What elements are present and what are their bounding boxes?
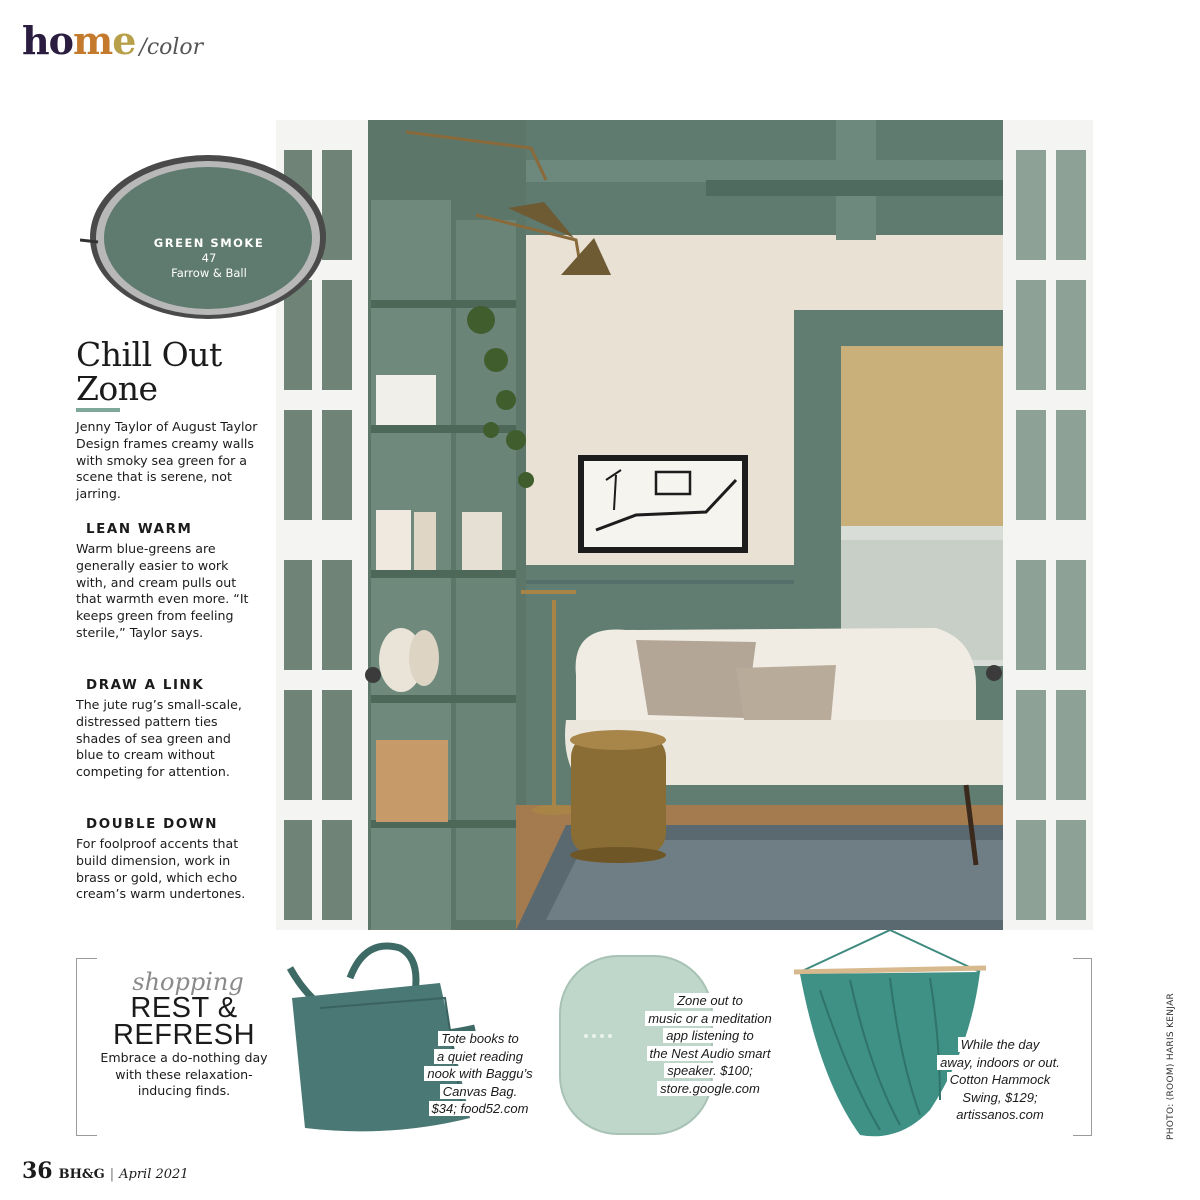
tip-heading-double-down: DOUBLE DOWN — [86, 817, 218, 832]
shopping-heading — [96, 992, 272, 1051]
title-line-1: Chill Out — [76, 335, 222, 374]
title-line-2: Zone — [76, 369, 158, 408]
magazine-name: BH&G — [58, 1167, 105, 1182]
swatch-label — [150, 236, 268, 281]
caption-tote-bag: Tote books to a quiet reading nook with Baggu’s Canvas Bag. $34; food52.com — [410, 1030, 550, 1118]
article-intro: Jenny Taylor of August Taylor Design frames creamy walls with smoky sea green for a scene that is serene, not jarring. — [76, 419, 258, 502]
tip-body-draw-a-link: The jute rug’s small-scale, distressed pattern ties shades of sea green and blue to cream without competing for attention. — [76, 697, 242, 780]
shopping-heading-line-2: REFRESH — [112, 1019, 256, 1051]
subsection-name: /color — [139, 35, 204, 60]
page-number: 36 — [22, 1158, 53, 1184]
photo-credit: PHOTO: (ROOM) HARIS KENJAR — [1166, 992, 1176, 1140]
caption-smart-speaker: Zone out to music or a meditation app listening to the Nest Audio smart speaker. $100; store.google.com — [622, 992, 798, 1098]
room-illustration — [276, 120, 1093, 930]
swatch-brand: Farrow & Ball — [171, 266, 247, 280]
section-header — [22, 18, 203, 66]
section-name: home — [22, 18, 136, 63]
shopping-bracket-left — [76, 958, 97, 1136]
swatch-name: GREEN SMOKE — [153, 236, 265, 250]
article-title — [76, 335, 276, 408]
shopping-heading-line-1: REST & — [130, 992, 238, 1024]
tip-heading-draw-a-link: DRAW A LINK — [86, 678, 205, 693]
swatch-number: 47 — [201, 251, 217, 265]
page-footer — [22, 1158, 189, 1184]
room-photo — [276, 120, 1093, 930]
tip-body-lean-warm: Warm blue-greens are generally easier to work with, and cream pulls out that warmth even more. “It keeps green from feeling sterile,” Taylor says. — [76, 541, 249, 640]
issue-date: April 2021 — [119, 1167, 189, 1182]
shopping-description: Embrace a do-nothing day with these relaxation-inducing finds. — [100, 1050, 268, 1098]
shopping-script-label: shopping — [132, 968, 244, 996]
tip-heading-lean-warm: LEAN WARM — [86, 522, 193, 537]
tip-body-double-down: For foolproof accents that build dimension, work in brass or gold, which echo cream’s warm undertones. — [76, 836, 246, 902]
paint-swatch — [80, 152, 328, 322]
title-accent-rule — [76, 408, 120, 412]
footer-divider: | — [109, 1167, 115, 1182]
caption-hammock-chair: While the day away, indoors or out. Cotton Hammock Swing, $129; artissanos.com — [920, 1036, 1080, 1124]
